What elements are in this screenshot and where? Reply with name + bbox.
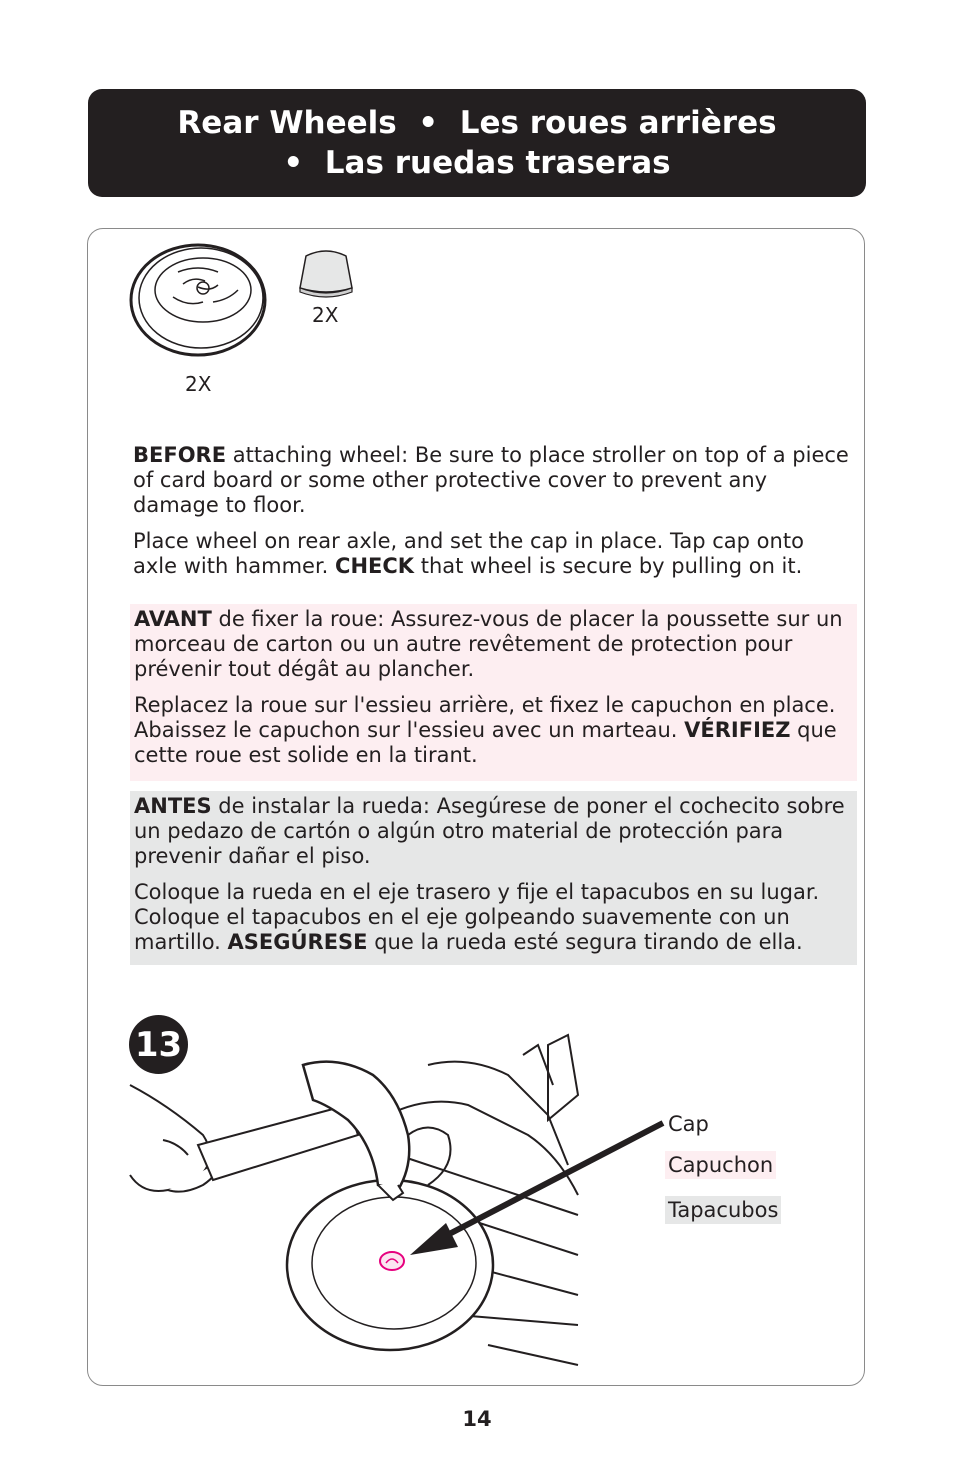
spanish-keyword-asegurese: ASEGÚRESE xyxy=(227,930,368,954)
cap-label-spanish: Tapacubos xyxy=(665,1196,781,1224)
spanish-keyword-antes: ANTES xyxy=(134,794,212,818)
cap-part-icon xyxy=(296,248,358,300)
cap-label-english: Cap xyxy=(668,1112,709,1136)
step-illustration xyxy=(128,1025,668,1370)
french-paragraph-2 xyxy=(134,693,853,768)
english-keyword-before: BEFORE xyxy=(133,443,227,467)
page-number: 14 xyxy=(462,1407,492,1431)
step-number-badge: 13 xyxy=(129,1015,188,1074)
french-instructions xyxy=(130,604,857,781)
french-keyword-avant: AVANT xyxy=(134,607,212,631)
french-text-2: Replacez la roue sur l'essieu arrière, et fixez le capuchon en place. Abaissez le capuchon sur l'essieu avec un marteau. xyxy=(134,693,836,742)
header-title-line1: Rear Wheels • Les roues arrières xyxy=(177,105,777,141)
english-instructions xyxy=(133,443,853,579)
english-paragraph-2 xyxy=(133,529,853,579)
cap-quantity: 2X xyxy=(312,303,339,327)
french-paragraph-1 xyxy=(134,607,853,682)
spanish-text-2: Coloque la rueda en el eje trasero y fije el tapacubos en su lugar. Coloque el tapacubos en el eje golpeando suavemente con un martillo. xyxy=(134,880,820,954)
spanish-text-1: de instalar la rueda: Asegúrese de poner el cochecito sobre un pedazo de cartón o algún otro material de protección para prevenir dañar el piso. xyxy=(134,794,845,868)
english-text-1: attaching wheel: Be sure to place stroller on top of a piece of card board or some other protective cover to prevent any damage to floor. xyxy=(133,443,849,517)
cap-label-french: Capuchon xyxy=(665,1151,776,1179)
english-text-2: Place wheel on rear axle, and set the cap in place. Tap cap onto axle with hammer. xyxy=(133,529,804,578)
spanish-paragraph-2 xyxy=(134,880,853,955)
section-header xyxy=(88,89,866,197)
french-keyword-verifiez: VÉRIFIEZ xyxy=(684,718,791,742)
wheel-quantity: 2X xyxy=(185,372,212,396)
french-text-1: de fixer la roue: Assurez-vous de placer la poussette sur un morceau de carton ou un autre revêtement de protection pour prévenir tout dégât au plancher. xyxy=(134,607,843,681)
english-paragraph-1 xyxy=(133,443,853,518)
french-text-3: que cette roue est solide en la tirant. xyxy=(134,718,837,767)
wheel-part-icon xyxy=(128,242,278,360)
spanish-paragraph-1 xyxy=(134,794,853,869)
spanish-text-3: que la rueda esté segura tirando de ella. xyxy=(367,930,803,954)
spanish-instructions xyxy=(130,791,857,965)
english-keyword-check: CHECK xyxy=(335,554,415,578)
english-text-3: that wheel is secure by pulling on it. xyxy=(414,554,803,578)
header-title-line2: • Las ruedas traseras xyxy=(283,145,671,181)
